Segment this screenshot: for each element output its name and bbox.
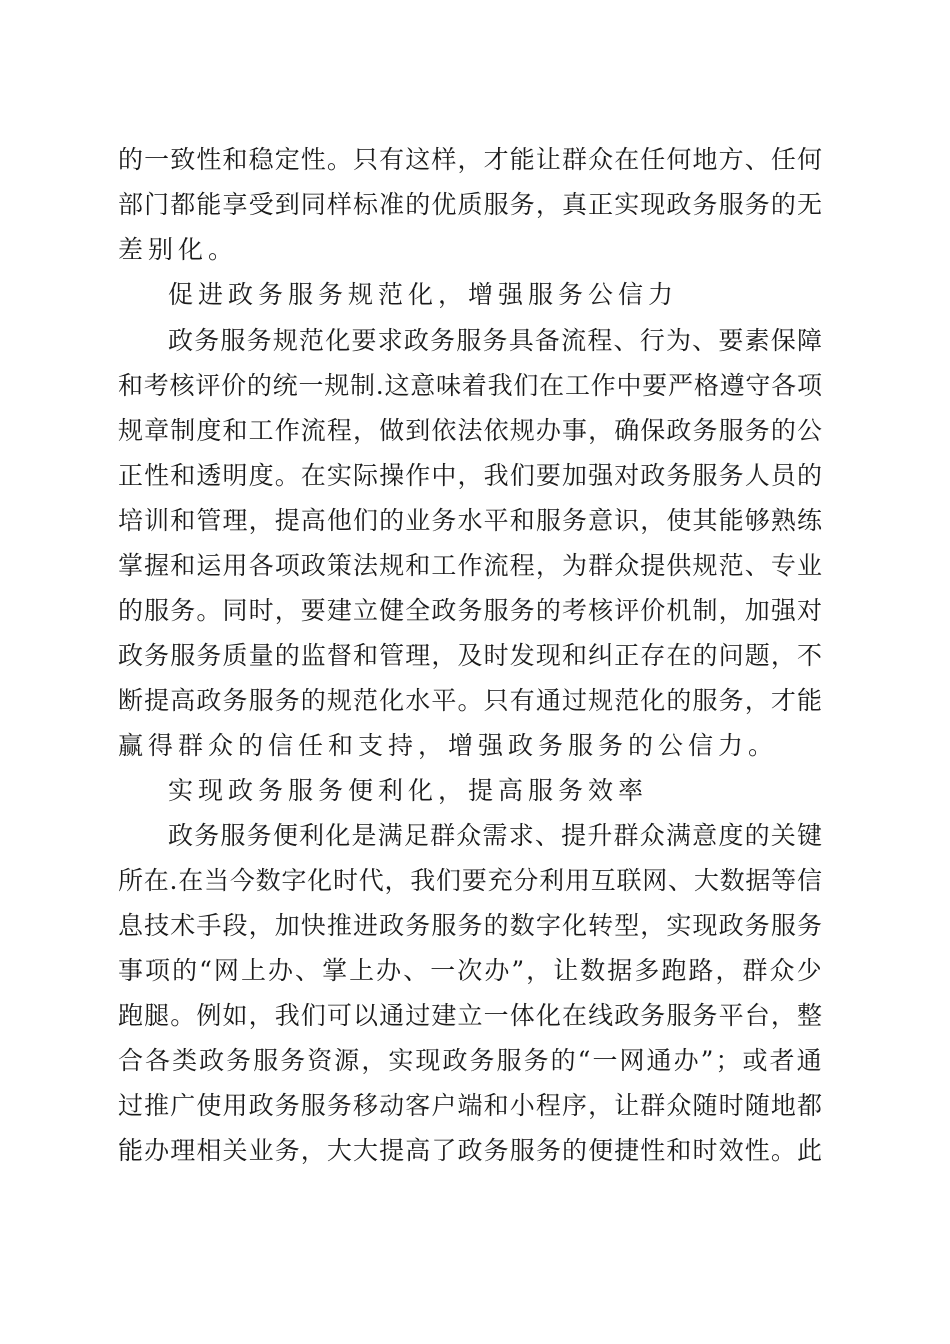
text-line: 息技术手段，加快推进政务服务的数字化转型，实现政务服务: [118, 911, 824, 940]
text-line: 事项的“网上办、掌上办、一次办”，让数据多跑路，群众少: [118, 956, 824, 985]
text-line: 合各类政务服务资源，实现政务服务的“一网通办”；或者通: [118, 1046, 824, 1075]
text-line: 掌握和运用各项政策法规和工作流程，为群众提供规范、专业: [118, 551, 824, 580]
text-line: 和考核评价的统一规制.这意味着我们在工作中要严格遵守各项: [118, 371, 823, 400]
section-heading: 实现政务服务便利化，提高服务效率: [168, 776, 649, 805]
text-line: 规章制度和工作流程，做到依法依规办事，确保政务服务的公: [118, 416, 824, 445]
text-line: 政务服务便利化是满足群众需求、提升群众满意度的关键: [168, 821, 824, 850]
text-line: 跑腿。例如，我们可以通过建立一体化在线政务服务平台，整: [118, 1001, 824, 1030]
text-line: 的一致性和稳定性。只有这样，才能让群众在任何地方、任何: [118, 145, 824, 174]
text-line: 部门都能享受到同样标准的优质服务，真正实现政务服务的无: [118, 190, 824, 219]
text-line: 正性和透明度。在实际操作中，我们要加强对政务服务人员的: [118, 461, 824, 490]
text-line: 断提高政务服务的规范化水平。只有通过规范化的服务，才能: [118, 686, 824, 715]
text-line: 所在.在当今数字化时代，我们要充分利用互联网、大数据等信: [118, 866, 823, 895]
text-line: 过推广使用政务服务移动客户端和小程序，让群众随时随地都: [118, 1091, 824, 1120]
text-line: 赢得群众的信任和支持，增强政务服务的公信力。: [118, 731, 779, 760]
text-line: 差别化。: [118, 235, 239, 264]
text-line: 政务服务规范化要求政务服务具备流程、行为、要素保障: [168, 326, 824, 355]
text-line: 能办理相关业务，大大提高了政务服务的便捷性和时效性。此: [118, 1136, 824, 1165]
section-heading: 促进政务服务规范化，增强服务公信力: [168, 280, 679, 309]
text-line: 培训和管理，提高他们的业务水平和服务意识，使其能够熟练: [118, 506, 824, 535]
text-line: 的服务。同时，要建立健全政务服务的考核评价机制，加强对: [118, 596, 824, 625]
text-line: 政务服务质量的监督和管理，及时发现和纠正存在的问题，不: [118, 641, 824, 670]
